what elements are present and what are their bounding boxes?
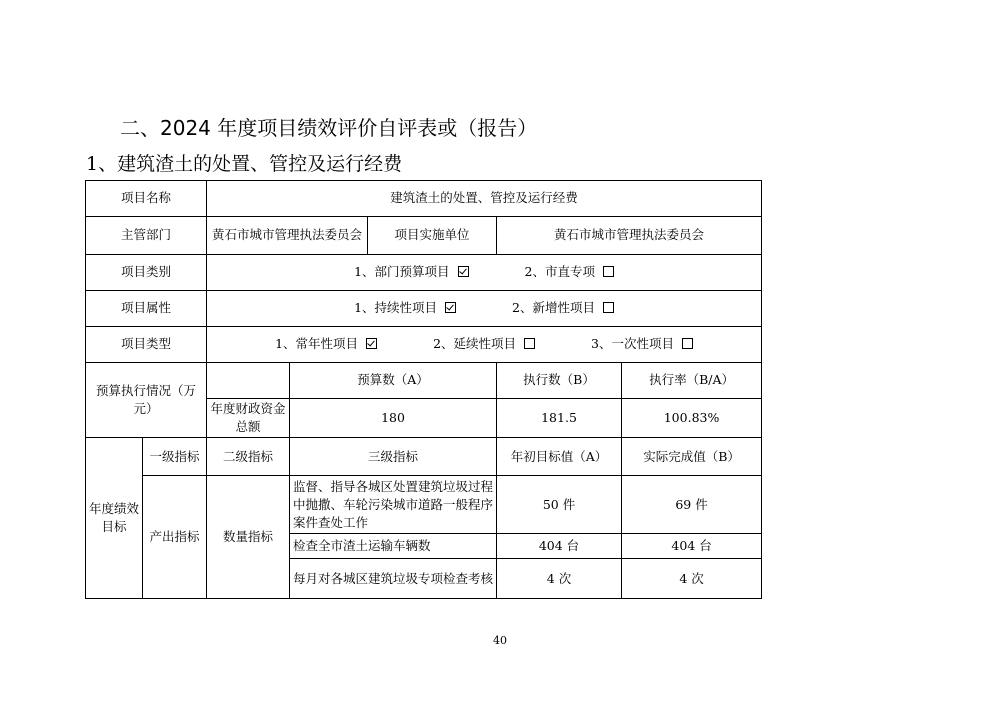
empty-checkbox-icon xyxy=(603,266,614,277)
empty-checkbox-icon xyxy=(603,302,614,313)
level2-header: 二级指标 xyxy=(207,438,290,476)
project-name-value: 建筑渣土的处置、管控及运行经费 xyxy=(207,181,762,217)
table-row xyxy=(86,476,762,534)
indicator-target: 50 件 xyxy=(497,476,622,534)
budget-row-label: 年度财政资金总额 xyxy=(207,399,290,438)
checked-checkbox-icon xyxy=(445,302,456,313)
type-options xyxy=(207,327,762,363)
impl-unit-label: 项目实施单位 xyxy=(368,217,497,255)
budget-b-value: 181.5 xyxy=(497,399,622,438)
category-option-label: 2、市直专项 xyxy=(524,264,595,280)
type-option-label: 2、延续性项目 xyxy=(433,336,517,352)
checked-checkbox-icon xyxy=(458,266,469,277)
budget-header-b: 执行数（B） xyxy=(497,363,622,399)
dept-value: 黄石市城市管理执法委员会 xyxy=(207,217,368,255)
indicator-name: 监督、指导各城区处置建筑垃圾过程中抛撒、车轮污染城市道路一般程序案件查处工作 xyxy=(290,476,497,534)
indicator-actual: 69 件 xyxy=(622,476,762,534)
category-label: 项目类别 xyxy=(86,255,207,291)
output-label: 产出指标 xyxy=(143,476,207,599)
category-options xyxy=(207,255,762,291)
empty-checkbox-icon xyxy=(524,338,535,349)
goal-label: 年度绩效目标 xyxy=(86,438,143,599)
indicator-target: 404 台 xyxy=(497,534,622,559)
type-option-label: 3、一次性项目 xyxy=(591,336,674,352)
attribute-options xyxy=(207,291,762,327)
attribute-label: 项目属性 xyxy=(86,291,207,327)
attribute-option-label: 1、持续性项目 xyxy=(354,300,438,316)
impl-unit-value: 黄石市城市管理执法委员会 xyxy=(497,217,762,255)
level3-header: 三级指标 xyxy=(290,438,497,476)
category-option-label: 1、部门预算项目 xyxy=(354,264,450,280)
type-row xyxy=(86,327,762,363)
indicator-header-row xyxy=(86,438,762,476)
dept-row xyxy=(86,217,762,255)
target-header: 年初目标值（A） xyxy=(497,438,622,476)
budget-a-value: 180 xyxy=(290,399,497,438)
quantity-label: 数量指标 xyxy=(207,476,290,599)
budget-header-rate: 执行率（B/A） xyxy=(622,363,762,399)
budget-header-a: 预算数（A） xyxy=(290,363,497,399)
sub-title: 1、建筑渣土的处置、管控及运行经费 xyxy=(86,153,403,175)
attribute-row xyxy=(86,291,762,327)
budget-rate-value: 100.83% xyxy=(622,399,762,438)
empty-checkbox-icon xyxy=(682,338,693,349)
checked-checkbox-icon xyxy=(366,338,377,349)
section-title: 二、2024 年度项目绩效评价自评表或（报告） xyxy=(120,116,538,140)
indicator-actual: 4 次 xyxy=(622,559,762,599)
indicator-target: 4 次 xyxy=(497,559,622,599)
project-name-row xyxy=(86,181,762,217)
type-option-label: 1、常年性项目 xyxy=(275,336,359,352)
category-row xyxy=(86,255,762,291)
page-number: 40 xyxy=(493,634,507,647)
budget-label: 预算执行情况（万元） xyxy=(86,363,207,438)
indicator-name: 检查全市渣土运输车辆数 xyxy=(290,534,497,559)
type-label: 项目类型 xyxy=(86,327,207,363)
attribute-option-label: 2、新增性项目 xyxy=(512,300,595,316)
dept-label: 主管部门 xyxy=(86,217,207,255)
indicator-actual: 404 台 xyxy=(622,534,762,559)
project-name-label: 项目名称 xyxy=(86,181,207,217)
performance-evaluation-table xyxy=(85,180,762,599)
actual-header: 实际完成值（B） xyxy=(622,438,762,476)
budget-header-row xyxy=(86,363,762,399)
indicator-name: 每月对各城区建筑垃圾专项检查考核 xyxy=(290,559,497,599)
level1-header: 一级指标 xyxy=(143,438,207,476)
